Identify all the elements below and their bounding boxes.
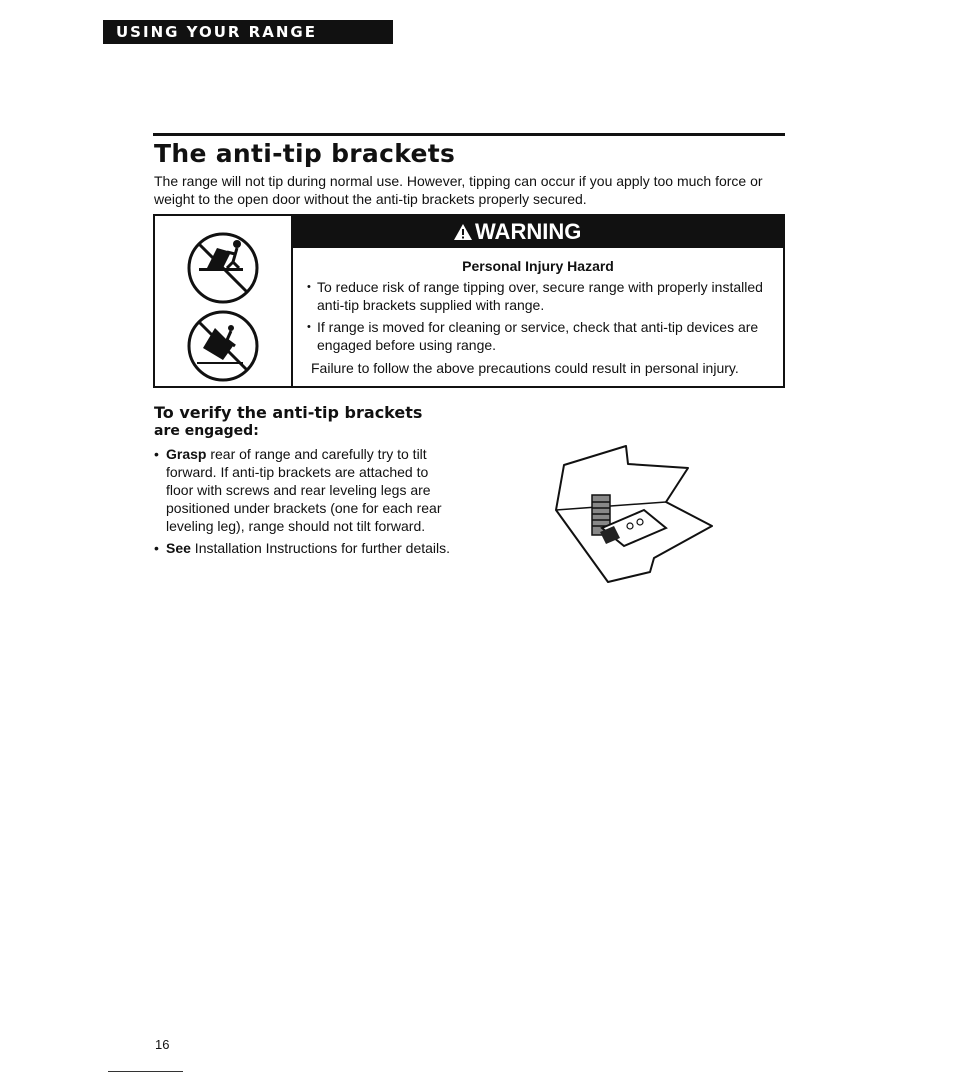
no-leaning-on-door-icon [183, 306, 263, 386]
intro-paragraph: The range will not tip during normal use. However, tipping can occur if you apply too much force or weight to the open door without the anti-tip brackets properly secured. [154, 173, 763, 207]
list-item-text: rear of range and carefully try to tilt forward. If anti-tip brackets are attached to floor with screws and rear leveling legs are positioned under brackets (one for each rear leveling leg), range should not tilt forward. [166, 446, 442, 534]
warning-footer: Failure to follow the above precautions could result in personal injury. [311, 360, 739, 376]
list-item-text: Installation Instructions for further details. [190, 540, 451, 556]
verify-list [154, 445, 459, 561]
list-item [154, 445, 459, 535]
verify-heading [154, 404, 422, 440]
verify-heading-line2: are engaged: [154, 423, 259, 439]
warning-banner [293, 216, 783, 248]
page-title: The anti-tip brackets [154, 139, 456, 168]
warning-subtitle: Personal Injury Hazard [462, 258, 614, 274]
footer-rule [108, 1071, 183, 1072]
page-number: 16 [155, 1037, 170, 1052]
warning-triangle-icon [453, 223, 473, 241]
no-stepping-on-door-icon [183, 228, 263, 308]
warning-box [153, 214, 785, 388]
anti-tip-bracket-illustration [548, 440, 718, 590]
list-item: • To reduce risk of range tipping over, secure range with properly installed anti-tip brackets supplied with range. [307, 278, 777, 314]
warning-icons-panel [155, 216, 293, 386]
section-header-tab: USING YOUR RANGE [103, 20, 393, 44]
list-item-lead: See [166, 540, 191, 556]
list-item: • If range is moved for cleaning or service, check that anti-tip devices are engaged before using range. [307, 318, 777, 354]
warning-list [307, 278, 777, 358]
list-item-lead: Grasp [166, 446, 207, 462]
title-rule [153, 133, 785, 136]
warning-banner-label: WARNING [475, 219, 582, 244]
list-item [154, 539, 459, 557]
verify-heading-line1: To verify the anti-tip brackets [154, 403, 423, 422]
